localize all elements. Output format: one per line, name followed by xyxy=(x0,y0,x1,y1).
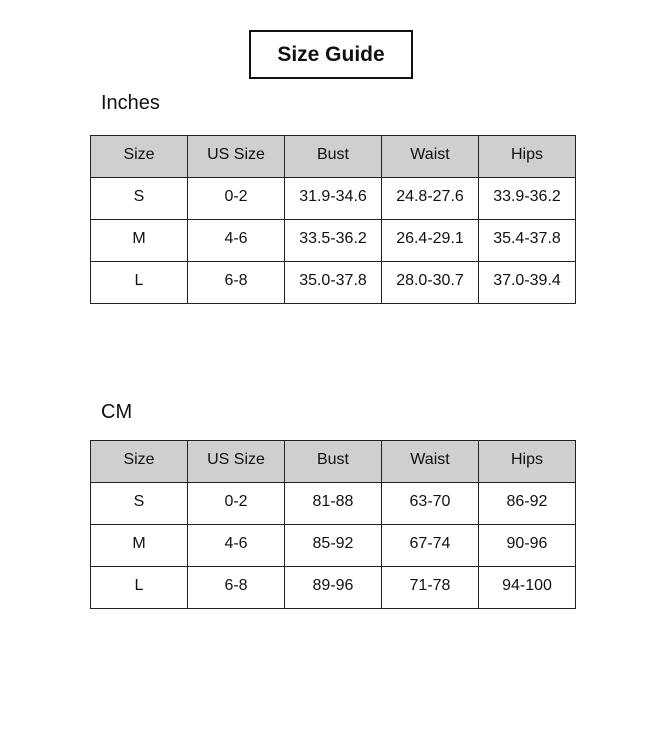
table-cell: S xyxy=(91,483,188,525)
table-cell: 33.5-36.2 xyxy=(285,220,382,262)
column-header-size: Size xyxy=(91,136,188,178)
table-cell: 28.0-30.7 xyxy=(382,262,479,304)
table-cell: 4-6 xyxy=(188,220,285,262)
table-header-row xyxy=(91,441,576,483)
table-cell: 85-92 xyxy=(285,525,382,567)
column-header-hips: Hips xyxy=(479,441,576,483)
table-cell: 89-96 xyxy=(285,567,382,609)
table-cell: 6-8 xyxy=(188,567,285,609)
column-header-bust: Bust xyxy=(285,441,382,483)
table-cell: 81-88 xyxy=(285,483,382,525)
column-header-us-size: US Size xyxy=(188,136,285,178)
table-cell: 94-100 xyxy=(479,567,576,609)
table-cell: 71-78 xyxy=(382,567,479,609)
table-cell: 24.8-27.6 xyxy=(382,178,479,220)
table-cell: 90-96 xyxy=(479,525,576,567)
table-row xyxy=(91,525,576,567)
table-cell: S xyxy=(91,178,188,220)
page-title: Size Guide xyxy=(249,30,413,79)
table-cell: 67-74 xyxy=(382,525,479,567)
table-cell: 63-70 xyxy=(382,483,479,525)
column-header-us-size: US Size xyxy=(188,441,285,483)
table-row xyxy=(91,567,576,609)
table-cell: 35.4-37.8 xyxy=(479,220,576,262)
size-table-inches xyxy=(90,135,576,304)
table-row xyxy=(91,220,576,262)
table-cell: 0-2 xyxy=(188,483,285,525)
table-cell: L xyxy=(91,262,188,304)
table-cell: 31.9-34.6 xyxy=(285,178,382,220)
column-header-waist: Waist xyxy=(382,136,479,178)
column-header-bust: Bust xyxy=(285,136,382,178)
table-row xyxy=(91,178,576,220)
table-header-row xyxy=(91,136,576,178)
table-cell: M xyxy=(91,220,188,262)
size-table-cm xyxy=(90,440,576,609)
table-cell: 26.4-29.1 xyxy=(382,220,479,262)
table-cell: 0-2 xyxy=(188,178,285,220)
table-cell: L xyxy=(91,567,188,609)
column-header-hips: Hips xyxy=(479,136,576,178)
table-cell: 6-8 xyxy=(188,262,285,304)
table-cell: 37.0-39.4 xyxy=(479,262,576,304)
table-cell: 86-92 xyxy=(479,483,576,525)
section-label-cm: CM xyxy=(101,401,133,423)
section-label-inches: Inches xyxy=(101,92,160,114)
table-cell: 4-6 xyxy=(188,525,285,567)
table-cell: 35.0-37.8 xyxy=(285,262,382,304)
table-row xyxy=(91,262,576,304)
column-header-size: Size xyxy=(91,441,188,483)
table-row xyxy=(91,483,576,525)
table-cell: M xyxy=(91,525,188,567)
column-header-waist: Waist xyxy=(382,441,479,483)
table-cell: 33.9-36.2 xyxy=(479,178,576,220)
